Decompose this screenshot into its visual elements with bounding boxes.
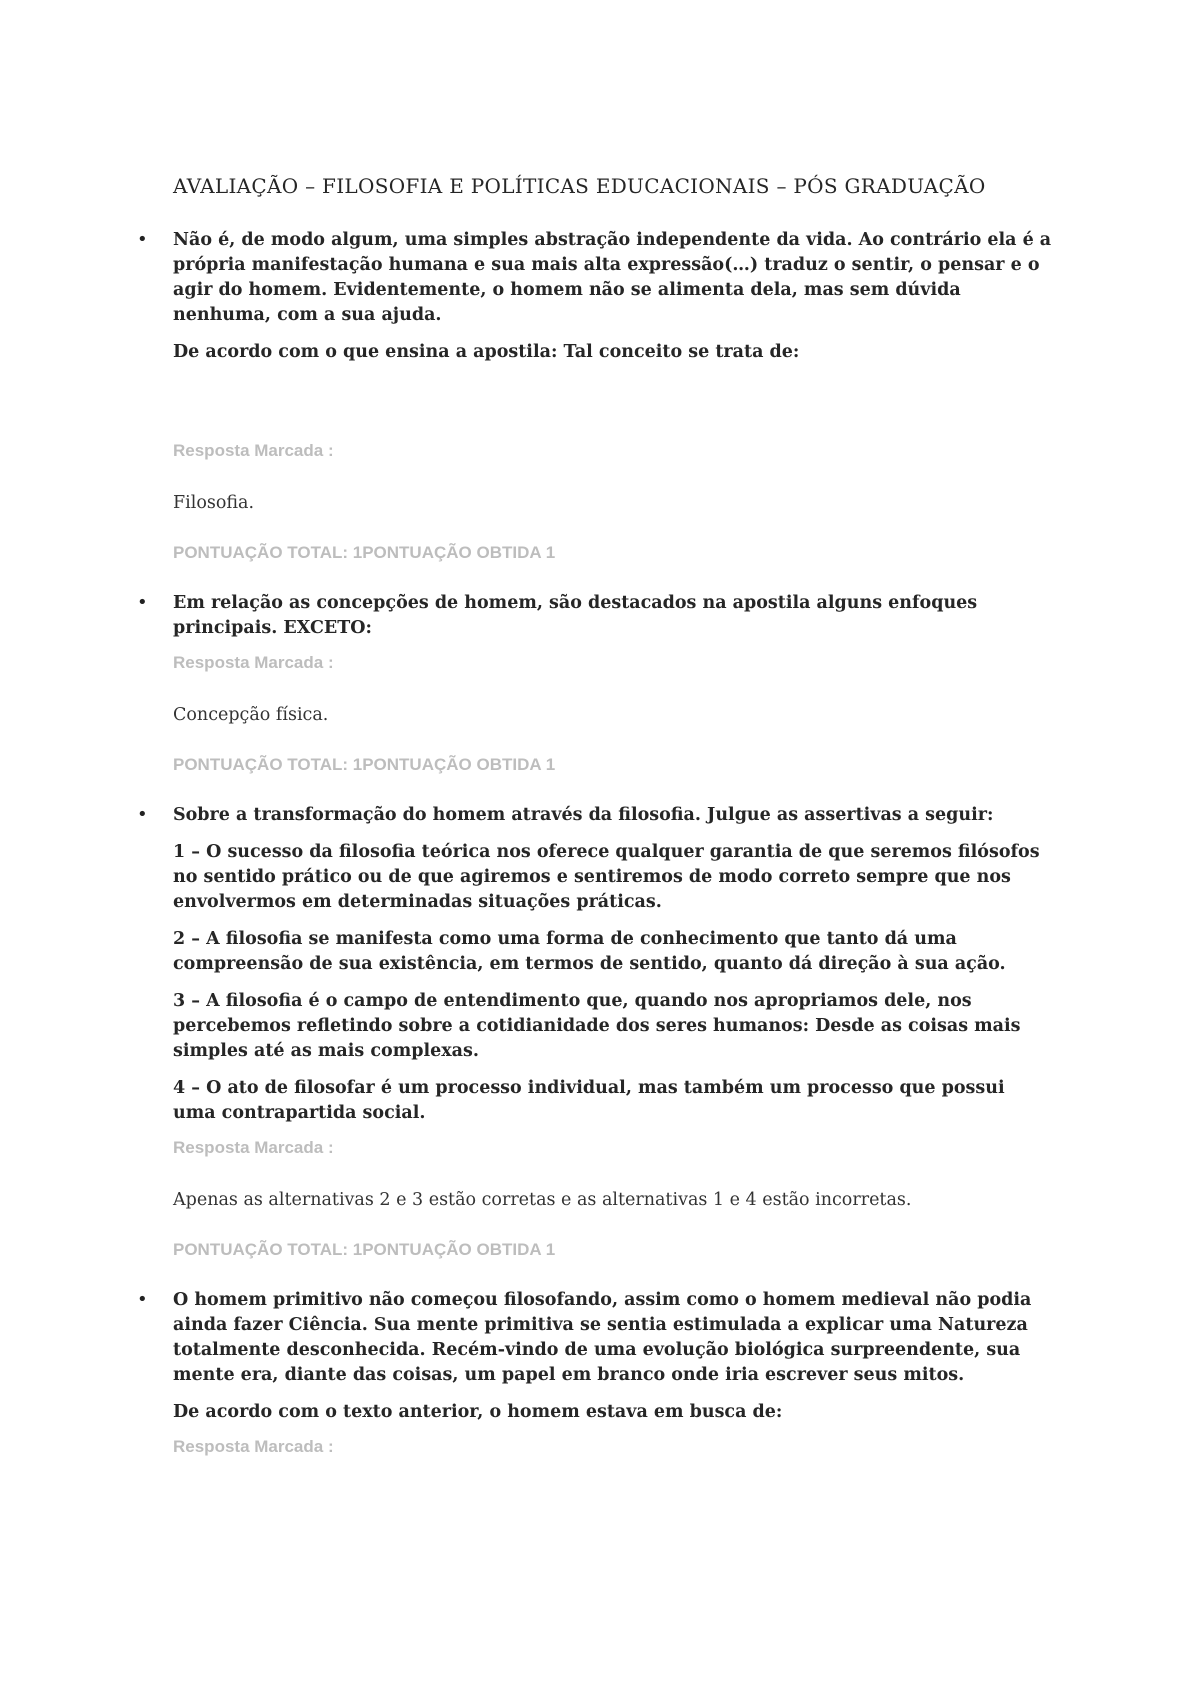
answer-label: Resposta Marcada : [173, 653, 334, 672]
question-text: Em relação as concepções de homem, são destacados na apostila alguns enfoques principais. EXCETO: [173, 593, 978, 638]
question-prompt: De acordo com o que ensina a apostila: Tal conceito se trata de: [173, 342, 800, 362]
selected-answer: Concepção física. [173, 705, 329, 725]
question-text: Não é, de modo algum, uma simples abstração independente da vida. Ao contrário ela é a própria manifestação humana e sua mais alta expressão(…) traduz o sentir, o pensar e o agir do homem. Evidentemente, o homem não se alimenta dela, mas sem dúvida nenhuma, com a sua ajuda. [173, 230, 1052, 325]
answer-label: Resposta Marcada : [173, 441, 334, 460]
bullet-icon: • [137, 1289, 148, 1310]
selected-answer: Filosofia. [173, 493, 255, 513]
assertion-3: 3 – A filosofia é o campo de entendimento que, quando nos apropriamos dele, nos percebemos refletindo sobre a cotidianidade dos seres humanos: Desde as coisas mais simples até as mais complexas. [173, 991, 1021, 1061]
question-text: O homem primitivo não começou filosofando, assim como o homem medieval não podia ainda fazer Ciência. Sua mente primitiva se sentia estimulada a explicar uma Natureza totalmente desconhecida. Recém-vindo de uma evolução biológica surpreendente, sua mente era, diante das coisas, um papel em branco onde iria escrever seus mitos. [173, 1290, 1032, 1385]
document-title: AVALIAÇÃO – FILOSOFIA E POLÍTICAS EDUCACIONAIS – PÓS GRADUAÇÃO [173, 174, 986, 198]
question-item [137, 591, 1053, 775]
question-text: Sobre a transformação do homem através da filosofia. Julgue as assertivas a seguir: [173, 805, 994, 825]
bullet-icon: • [137, 229, 148, 250]
answer-label: Resposta Marcada : [173, 1138, 334, 1157]
assertion-2: 2 – A filosofia se manifesta como uma forma de conhecimento que tanto dá uma compreensão de sua existência, em termos de sentido, quanto dá direção à sua ação. [173, 929, 1006, 974]
bullet-icon: • [137, 592, 148, 613]
spacer [173, 377, 1053, 437]
assertion-1: 1 – O sucesso da filosofia teórica nos oferece qualquer garantia de que seremos filósofos no sentido prático ou de que agiremos e sentiremos de modo correto sempre que nos envolvermos em determinadas situações práticas. [173, 842, 1040, 912]
question-list [137, 228, 1053, 1457]
score-label: PONTUAÇÃO TOTAL: 1PONTUAÇÃO OBTIDA 1 [173, 1240, 556, 1259]
question-item [137, 228, 1053, 563]
question-item [137, 1288, 1053, 1457]
assertion-4: 4 – O ato de filosofar é um processo individual, mas também um processo que possui uma contrapartida social. [173, 1078, 1005, 1123]
document-page [137, 172, 1053, 1487]
score-label: PONTUAÇÃO TOTAL: 1PONTUAÇÃO OBTIDA 1 [173, 755, 556, 774]
score-label: PONTUAÇÃO TOTAL: 1PONTUAÇÃO OBTIDA 1 [173, 543, 556, 562]
question-item [137, 803, 1053, 1260]
question-prompt: De acordo com o texto anterior, o homem estava em busca de: [173, 1402, 783, 1422]
bullet-icon: • [137, 804, 148, 825]
selected-answer: Apenas as alternativas 2 e 3 estão corretas e as alternativas 1 e 4 estão incorretas. [173, 1190, 912, 1210]
answer-label: Resposta Marcada : [173, 1437, 334, 1456]
